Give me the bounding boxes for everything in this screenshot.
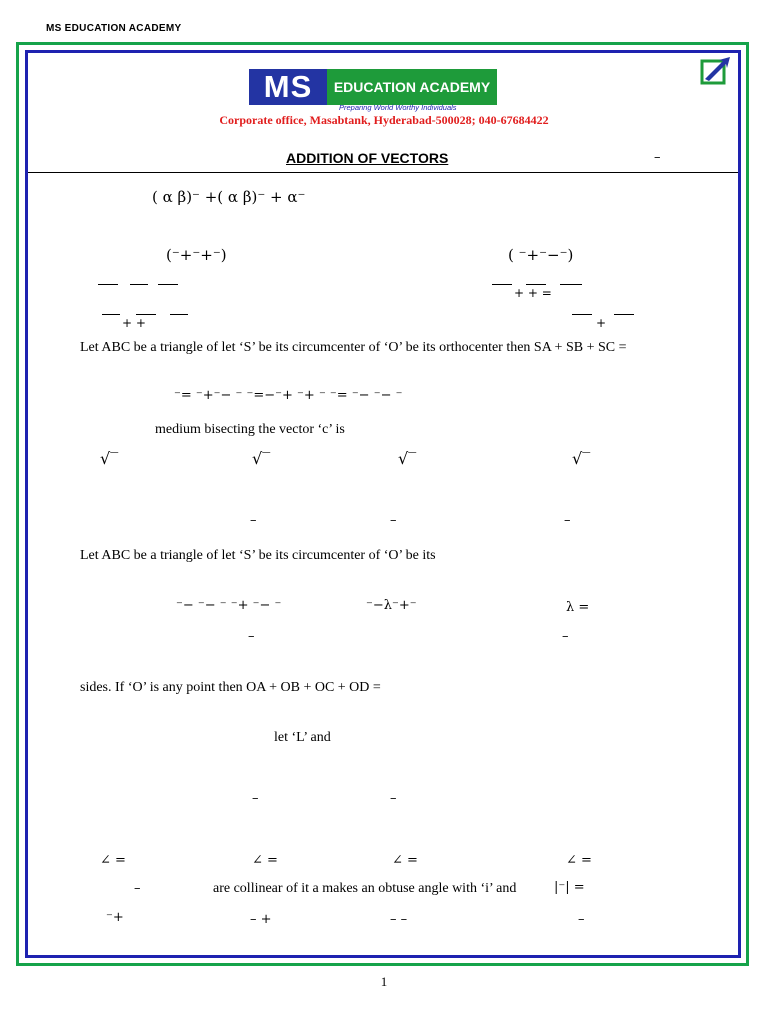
page-number: 1: [380, 974, 388, 989]
page-frame-inner: [25, 50, 741, 958]
sqrt-option-b: √‾: [252, 449, 271, 468]
circumcenter-line-1: Let ABC be a triangle of let ‘S’ be its circumcenter of ‘O’ be its orthocenter then SA + SB + SC =: [80, 340, 627, 355]
fraction-bar: [136, 314, 156, 315]
let-l-text: let ‘L’ and: [274, 730, 331, 745]
title-rule: [28, 172, 738, 173]
option-expression: –: [578, 912, 585, 927]
vector-equation: ⁻= ⁻+⁻− ⁻ ⁻=−⁻+ ⁻+ ⁻ ⁻= ⁻− ⁻− ⁻: [174, 388, 403, 403]
sides-line: sides. If ‘O’ is any point then OA + OB + OC + OD =: [80, 680, 381, 695]
org-header: MS EDUCATION ACADEMY: [46, 23, 182, 34]
minus-sign: –: [248, 629, 255, 644]
logo: [249, 69, 497, 111]
minus-sign: –: [562, 629, 569, 644]
fraction-bar: [158, 284, 178, 285]
logo-ms: MS: [249, 69, 327, 105]
fraction-bar: [560, 284, 582, 285]
logo-academy: EDUCATION ACADEMY: [327, 69, 497, 105]
option-expression: – –: [390, 912, 408, 927]
circumcenter-line-2: Let ABC be a triangle of let ‘S’ be its circumcenter of ‘O’ be its: [80, 548, 436, 563]
fraction-bar: [102, 314, 120, 315]
angle-option-c: ∠ =: [392, 853, 418, 868]
sqrt-option-a: √‾: [100, 449, 119, 468]
sqrt-option-c: √‾: [398, 449, 417, 468]
fraction-bar: [98, 284, 118, 285]
minus-sign: –: [390, 513, 397, 528]
collinear-line: are collinear of it a makes an obtuse angle with ‘i’ and: [213, 881, 517, 896]
option-expression: ⁻+: [106, 910, 124, 925]
corporate-office: Corporate office, Masabtank, Hyderabad-500028; 040-67684422: [219, 113, 549, 127]
page-title: ADDITION OF VECTORS: [286, 150, 449, 166]
logo-tagline: Preparing World Worthy Individuals: [339, 103, 457, 112]
medium-bisecting-text: medium bisecting the vector ‘c’ is: [155, 422, 345, 437]
fraction-bar: [170, 314, 188, 315]
alpha-beta-expression: ( α β)⁻ +( α β)⁻ + α⁻: [152, 188, 306, 206]
fraction-bar: [130, 284, 148, 285]
absolute-value-expression: |⁻| =: [554, 880, 585, 895]
vector-expression-row: ⁻− ⁻− ⁻ ⁻+ ⁻− ⁻: [176, 598, 282, 613]
fraction-bar: [492, 284, 512, 285]
minus-sign: –: [390, 791, 397, 806]
arrow-logo-icon: [700, 57, 732, 85]
fraction-bar: [526, 284, 546, 285]
paren-expression-left: (⁻+⁻+⁻): [166, 246, 227, 264]
plus-single: +: [596, 316, 607, 330]
option-expression: – +: [250, 912, 272, 927]
angle-option-b: ∠ =: [252, 853, 278, 868]
minus-sign: –: [134, 881, 141, 896]
title-dash: –: [654, 150, 661, 165]
minus-sign: –: [250, 513, 257, 528]
sqrt-option-d: √‾: [572, 449, 591, 468]
plus-equals: + + =: [514, 286, 552, 300]
plus-pair: + +: [122, 316, 146, 330]
angle-option-d: ∠ =: [566, 853, 592, 868]
paren-expression-right: ( ⁻+⁻−⁻): [508, 246, 574, 264]
lambda-expression: ⁻−λ⁻+⁻: [366, 598, 417, 613]
minus-sign: –: [252, 791, 259, 806]
angle-option-a: ∠ =: [100, 853, 126, 868]
fraction-bar: [614, 314, 634, 315]
minus-sign: –: [564, 513, 571, 528]
lambda-equals: λ =: [566, 600, 590, 615]
fraction-bar: [572, 314, 592, 315]
